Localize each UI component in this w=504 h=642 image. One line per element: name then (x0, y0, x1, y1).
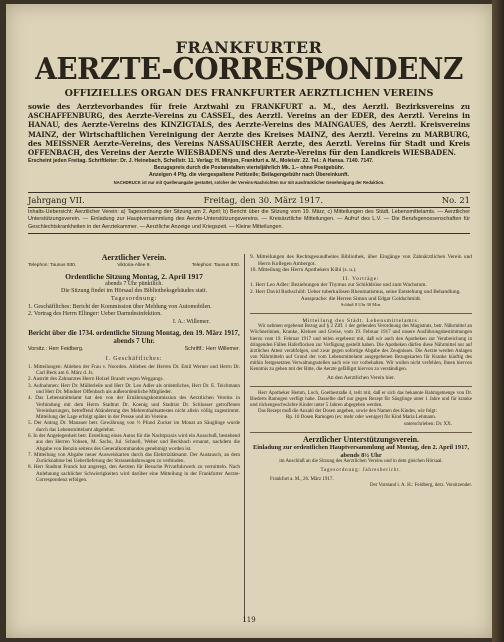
list-item: 6. In der Angelegenheit betr. Erstellung eines Autos für die Nachtpraxis wird ein Ausschuß, bestehend aus den Herren Vohsen, M. Sachs, Jul. Schnell, Weber und Beckbach ernannt, nachdem die Abgabe von Benzin seitens des Generalkommandos genehmigt worden ist. (28, 432, 240, 452)
report-officers (28, 346, 240, 354)
price-line: Bezugspreis durch die Postanstalten vierteljährlich Mk. 1.– ohne Postgebühr. (153, 165, 345, 171)
report-chair: Vorsitz.: Herr Feidberg. (28, 345, 84, 352)
address: Viktoria-Allee 9. (117, 262, 151, 268)
list-item: 7. Mitteilung von Abgabe neuer Ausweiskarten durch das Elektrizitätsamt. Der Austausch, an dem Zurücknahme bei Ueberlieferung der Strassenbahnwagen zu verbinden. (28, 451, 240, 465)
recipe-signature: unterschrieben: Dr. XX. (403, 421, 452, 427)
publication-info (28, 158, 470, 186)
report-title: Bericht über die 1734. ordentliche Sitzung Montag, den 19. März 1917, abends 7 Uhr. (28, 329, 240, 345)
uv-text: im Anschluß an die Sitzung des Aerztlichen Vereins und in dem gleichen Hörsaal. (279, 459, 443, 465)
publisher-line: Erscheint jeden Freitag. Schriftleiter: Dr. J. Heinebach, Schellstr. 11. Verlag: H. Minjon, Frankfurt a. M., Moleistr. 22. Tel.: A Hansa. 7140. 7147. (28, 158, 374, 164)
list-item: 5. Der Antrag Dr. Manauer betr. Gewährung von ½ Pfund Zucker im Monat an Säuglinge wurde durch das Lebensmittelamt abgelehnt. (28, 420, 240, 433)
discussion: Aussprache: die Herren Simon und Edgar Goldschmidt. (300, 295, 422, 302)
list-item: 4. Das Lebensmittelamt hat den von der Ernährungskommission des Aerztlichen Vereins in Verbindung mit dem Herrn Stadtrat Dr. Koenig und Stadtrat Dr. Schlosser getroffenen Vereinbarungen, betreffend Abänderung des Mehrenthaltsattestes nicht allein völlig zugestimmt. Mitteilung der Lage erfolgt später in der Presse und im Vereine. (28, 395, 240, 421)
column-divider (244, 254, 245, 622)
divider (250, 432, 472, 433)
talk-item: 1. Herr Leo Adler: Beziehungen der Thymus zur Schilddrüse und zum Wachstum. (250, 282, 427, 289)
table-of-contents: Inhalts-Uebersicht: Aerztlicher Verein: a) Tagesordnung der Sitzung am 2. April; b) Bericht über die Sitzung vom 19. März; c) Mitteilungen des Städt. Lebensmittelamts. — Aerztlicher Unterstützungsverein. — Einladung zur Hauptversammlung des Aerzte-Unterstützungsvereins. — Kreisärztliche Mitteilungen. — Aufruf des L.V. — Die Berufsgenossenschaften für Geschlechtskrankheiten in der Aerztekammer. — Aerztliche Anzeige und Kriegszeit. — Kleine Mitteilungen. (28, 209, 470, 234)
divider (250, 386, 472, 387)
masthead-city: FRANKFURTER (175, 38, 323, 57)
issue-number: No. 21 (441, 195, 470, 205)
amt-title: Mitteilung des Städt. Lebensmittelamts. (302, 317, 420, 324)
meeting-title: Ordentliche Sitzung Montag, 2. April 1917 (65, 272, 203, 282)
uv-heading: Aerztlicher Unterstützungsverein. (302, 435, 420, 445)
uv-signature: Der Vorstand i. A. H.: Feidberg, derz. Vorsitzender. (369, 483, 472, 489)
ads-line: Anzeigen 4 Pfg. die viergespaltene Petitzeile; Beilagengebühr nach Übereinkunft. (148, 172, 350, 178)
recipe-example: Rp. 10 Dosen Ramogen (ev. mehr oder weniger) für Kind Maria Lehmann. (286, 415, 436, 421)
reprint-line: NACHDRUCK ist nur mit Quellenangabe gestattet, solcher der Vereins-Nachrichten nur mit ausdrücklicher Genehmigung der Redaktion. (113, 180, 385, 185)
masthead-title: AERZTE-CORRESPONDENZ (35, 52, 463, 87)
list-item: 1. Mitteilungen: Ableben der Frau v. Noorden. Ableben der Herren Dr. Emil Werner und Herrn Dr. Carl Beck am 6. März d. Js. (28, 363, 240, 377)
section-heading: Aerztlicher Verein. (101, 253, 167, 262)
list-item: 8. Herr Stadtrat Franck hat angeregt, den Aerzten für Besuche Privatfuhrwerk zu vermitteln. Nach Anlehnung sachlicher Schwierigkeiten wird darüber eine Mitteilung in der Frankfurter Aerzte-Correspondenz erfolgen. (28, 464, 240, 484)
agenda-item: 1. Geschäftliches: Bericht der Kommission über Meldung von Automobilen. (28, 303, 212, 310)
masthead-description: sowie des Aerztevorbandes für freie Arztwahl zu FRANKFURT a. M., des Aerztl. Bezirksvereins zu ASCHAFFENBURG, des Aerzte-Vereins zu CASSEL, des Aerztl. Vereins an der EDER, des Aerztl. Vereins in HANAU, des Aerzte-Vereins des KINZIGTALS, des Aerzte-Vereins des MAINGAUES, des Aerztl. Kreisvereins MAINZ, der Wirtschaftlichen Vereinigung der Aerzte des Kreises MAINZ, des Aerztl. Vereins zu MARBURG, des MEISSNER Aerzte-Vereins, des Vereins NASSAUISCHER Aerzte, des Aerztl. Vereins für Stadt und Kreis OFFENBACH, des Vereins der Aerzte WIESBADENS und des Aerzte-Vereins für den Landkreis WIESBADEN. (28, 102, 470, 158)
right-column (250, 254, 472, 490)
binding-spine (492, 0, 504, 642)
talk-item: 2. Herr David Rothschild: Ueber tuberkulösen Rheumatismus, seine Entstehung und Behandlung. (250, 288, 461, 295)
phone-right: Telephon: Taunus 930. (191, 262, 240, 268)
agenda-item: 2. Vortrag des Herrn Ellinger: Ueber Darmdesinfektion. (28, 311, 162, 318)
left-column (28, 254, 240, 483)
list-item: 3. Aufnahmen: Herr Dr. Müllerleile und Herr Dr. Leo Adler als ordentliches, Herr Dr. E. Teichmann und Herr Dr. Mindner Offenbach als außerordentliche Mitglieder. (28, 382, 240, 395)
divider (250, 313, 472, 314)
issue-bar (28, 192, 470, 208)
document-page (6, 4, 492, 638)
meeting-place: Die Sitzung findet im Hörsaal des Bibliotheksgebäudes statt. (61, 288, 207, 295)
uv-agenda: Tagesordnung: Jahresbericht. (320, 468, 402, 474)
amt-text: Wir nehmen ergebenst Bezug auf § 2 Ziff. 1 der geltenden Verordnung des Magistrats, betr. Nährmittel an Wöchnerinnen, Kranke, Kleinen und Greise, vom 19. Februar 1917 und unsere Ausführungsbestimmungen hierzu vom 19. Februar 1917 und teilen ergebenst mit, daß wir auch den Apotheken zur Verabreichung in dringenden Fällen Haferflocken zur Verfügung gestellt haben. Die Apotheken dürfen diese Nährmittel nur auf ärztliches Attest verabfolgen, und zwar gegen sofortige Abgabe des Zeugnisses. Die Aerzte werden Anlagen von Nährmitteln auf Grund der vom Lebensmittelamt ausgegebenen Bezugskarten für Kranke künftig des mithin festgesetzten Verwaltungsstellen nach wie vor vorbehalten. Wir wollen nicht verfehlen, Ihnen hiervon Kenntnis zu geben mit der Bitte, die Aerzte gefälligst hiervon zu verständigen. (250, 324, 472, 372)
meeting-time: abends 7 Uhr pünktlich. (105, 280, 163, 287)
issue-volume: Jahrgang VII. (28, 195, 85, 205)
uv-place-date: Frankfurt a. M., 26. März 1917. (270, 476, 334, 482)
talks-heading: II. Vorträge: (342, 275, 380, 282)
uv-title: Einladung zur ordentlichen Hauptversammlung auf Montag, den 2. April 1917, abends 8½ Uhr (252, 443, 470, 459)
amt-recipient: An den Aerztlichen Verein hier. (326, 375, 395, 382)
closing-time: Schluß 8 Uhr 30 Min. (340, 302, 382, 308)
business-heading: I. Geschäftliches: (105, 356, 163, 363)
business-list (28, 364, 240, 484)
phone-row (28, 262, 240, 270)
signature: I. A.: Willemer. (172, 318, 210, 325)
list-item: 9. Mitteilungen des Rechtsgesundheites Bibliothek, über Eingänge von Zahnärztlichen Verein und Herrn Kollegen Ambergot. (250, 254, 472, 267)
apothecary-text-2: Das Rezept muß die Anzahl der Dosen angeben, sowie den Namen des Kindes, wie folgt: (258, 408, 437, 414)
list-item: 10. Mitteilung des Herrn Apothekers Kühl (s. u.). (250, 267, 357, 274)
issue-date: Freitag, den 30. März 1917. (203, 195, 324, 205)
apothecary-text: Herr Apotheker Hemm, Loch, Goethestraße 4, teilt mit, daß er sich das bekannte Rahmgemenge von Dr. Biederts Ramogen verfügt habe. Dasselbe darf nur gegen Rezept für Säuglinge unter 1 Jahre und für kranke und rückengeschwächte Kinder unter 5 Jahren abgegeben werden. (250, 390, 472, 408)
page-number: 119 (242, 616, 256, 624)
masthead-subtitle: OFFIZIELLES ORGAN DES FRANKFURTER AERZTLICHEN VEREINS (64, 88, 434, 99)
report-secretary: Schriftf.: Herr Willemer. (184, 345, 240, 352)
phone-left: Telephon: Taunus 930. (28, 262, 77, 268)
agenda-heading: Tagesordnung: (111, 295, 157, 302)
list-item: 2. Austritt des Zahnarztes Herrn Holzel Brandt wegen Weggangs. (28, 376, 164, 383)
